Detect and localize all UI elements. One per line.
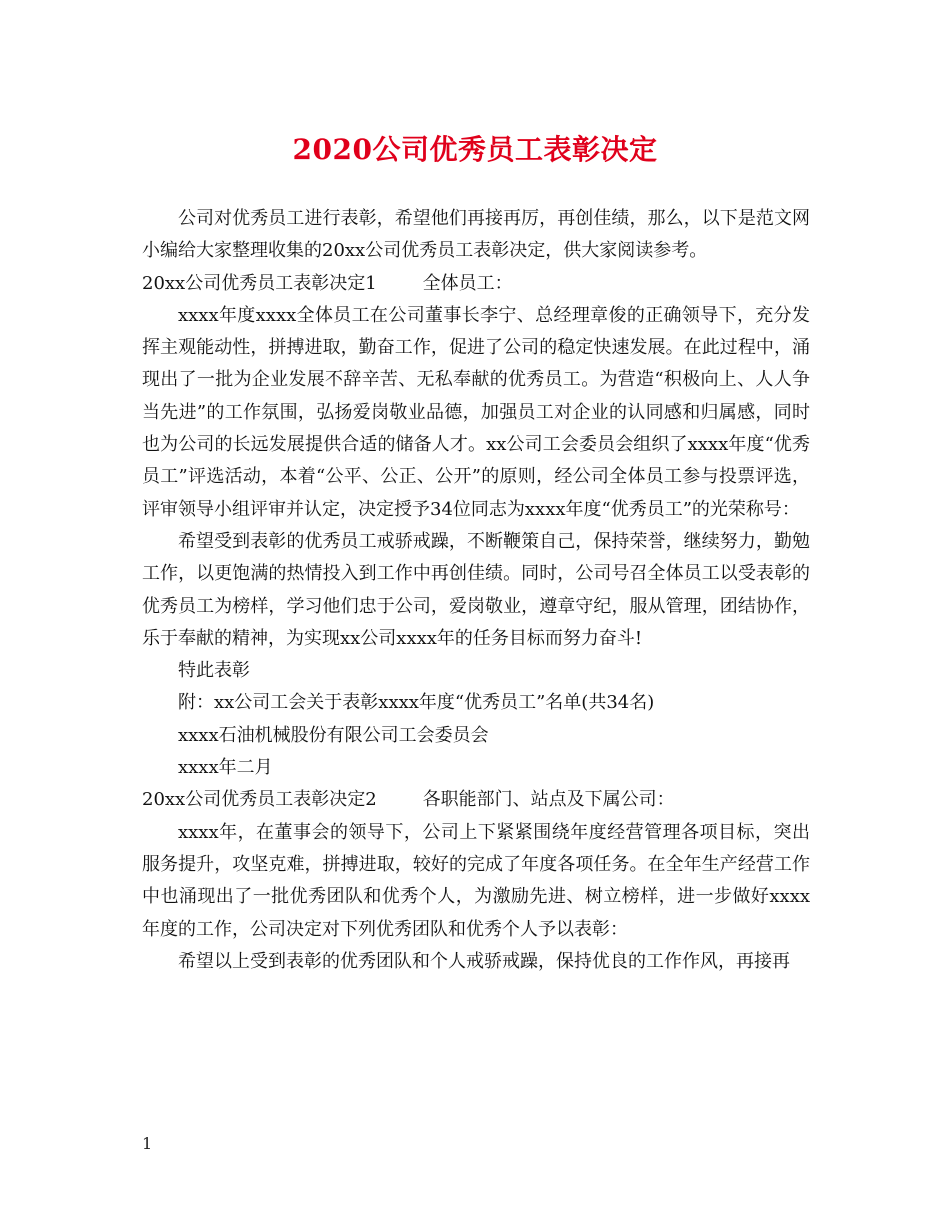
section-1-heading-line bbox=[142, 268, 810, 300]
section-1-addressee: 全体员工： bbox=[422, 272, 513, 294]
document-title: 2020公司优秀员工表彰决定 bbox=[292, 133, 658, 166]
section-1-paragraph-2: 希望受到表彰的优秀员工戒骄戒躁，不断鞭策自己，保持荣誉，继续努力，勤勉工作，以更饱满的热情投入到工作中再创佳绩。同时，公司号召全体员工以受表彰的优秀员工为榜样，学习他们忠于公司，爱岗敬业，遵章守纪，服从管理，团结协作，乐于奉献的精神，为实现xx公司xxxx年的任务目标而努力奋斗! bbox=[142, 530, 810, 649]
section-2-paragraph-1: xxxx年，在董事会的领导下，公司上下紧紧围绕年度经营管理各项目标，突出服务提升，攻坚克难，拼搏进取，较好的完成了年度各项任务。在全年生产经营工作中也涌现出了一批优秀团队和优秀个人，为激励先进、树立榜样，进一步做好xxxx年度的工作，公司决定对下列优秀团队和优秀个人予以表彰： bbox=[142, 821, 810, 940]
section-2-heading: 20xx公司优秀员工表彰决定2 bbox=[142, 789, 377, 811]
intro-paragraph: 公司对优秀员工进行表彰，希望他们再接再厉，再创佳绩，那么，以下是范文网小编给大家整理收集的20xx公司优秀员工表彰决定，供大家阅读参考。 bbox=[142, 208, 810, 262]
document-body bbox=[142, 203, 810, 978]
section-1-closing: 特此表彰 bbox=[178, 660, 250, 682]
section-1-date: xxxx年二月 bbox=[178, 757, 273, 779]
section-1-attachment: 附：xx公司工会关于表彰xxxx年度“优秀员工”名单(共34名) bbox=[178, 692, 655, 714]
section-2-paragraph-2: 希望以上受到表彰的优秀团队和个人戒骄戒躁，保持优良的工作作风，再接再 bbox=[178, 950, 790, 972]
section-1-signature: xxxx石油机械股份有限公司工会委员会 bbox=[178, 724, 489, 746]
section-2-heading-line bbox=[142, 784, 810, 816]
section-1-paragraph-1: xxxx年度xxxx全体员工在公司董事长李宁、总经理章俊的正确领导下，充分发挥主观能动性，拼搏进取，勤奋工作，促进了公司的稳定快速发展。在此过程中，涌现出了一批为企业发展不辞辛苦、无私奉献的优秀员工。为营造“积极向上、人人争当先进”的工作氛围，弘扬爱岗敬业品德，加强员工对企业的认同感和归属感，同时也为公司的长远发展提供合适的储备人才。xx公司工会委员会组织了xxxx年度“优秀员工”评选活动，本着“公平、公正、公开”的原则，经公司全体员工参与投票评选，评审领导小组评审并认定，决定授予34位同志为xxxx年度“优秀员工”的光荣称号： bbox=[142, 304, 810, 520]
section-1-heading: 20xx公司优秀员工表彰决定1 bbox=[142, 272, 377, 294]
page-number: 1 bbox=[142, 1134, 153, 1153]
section-2-addressee: 各职能部门、站点及下属公司： bbox=[422, 789, 675, 811]
